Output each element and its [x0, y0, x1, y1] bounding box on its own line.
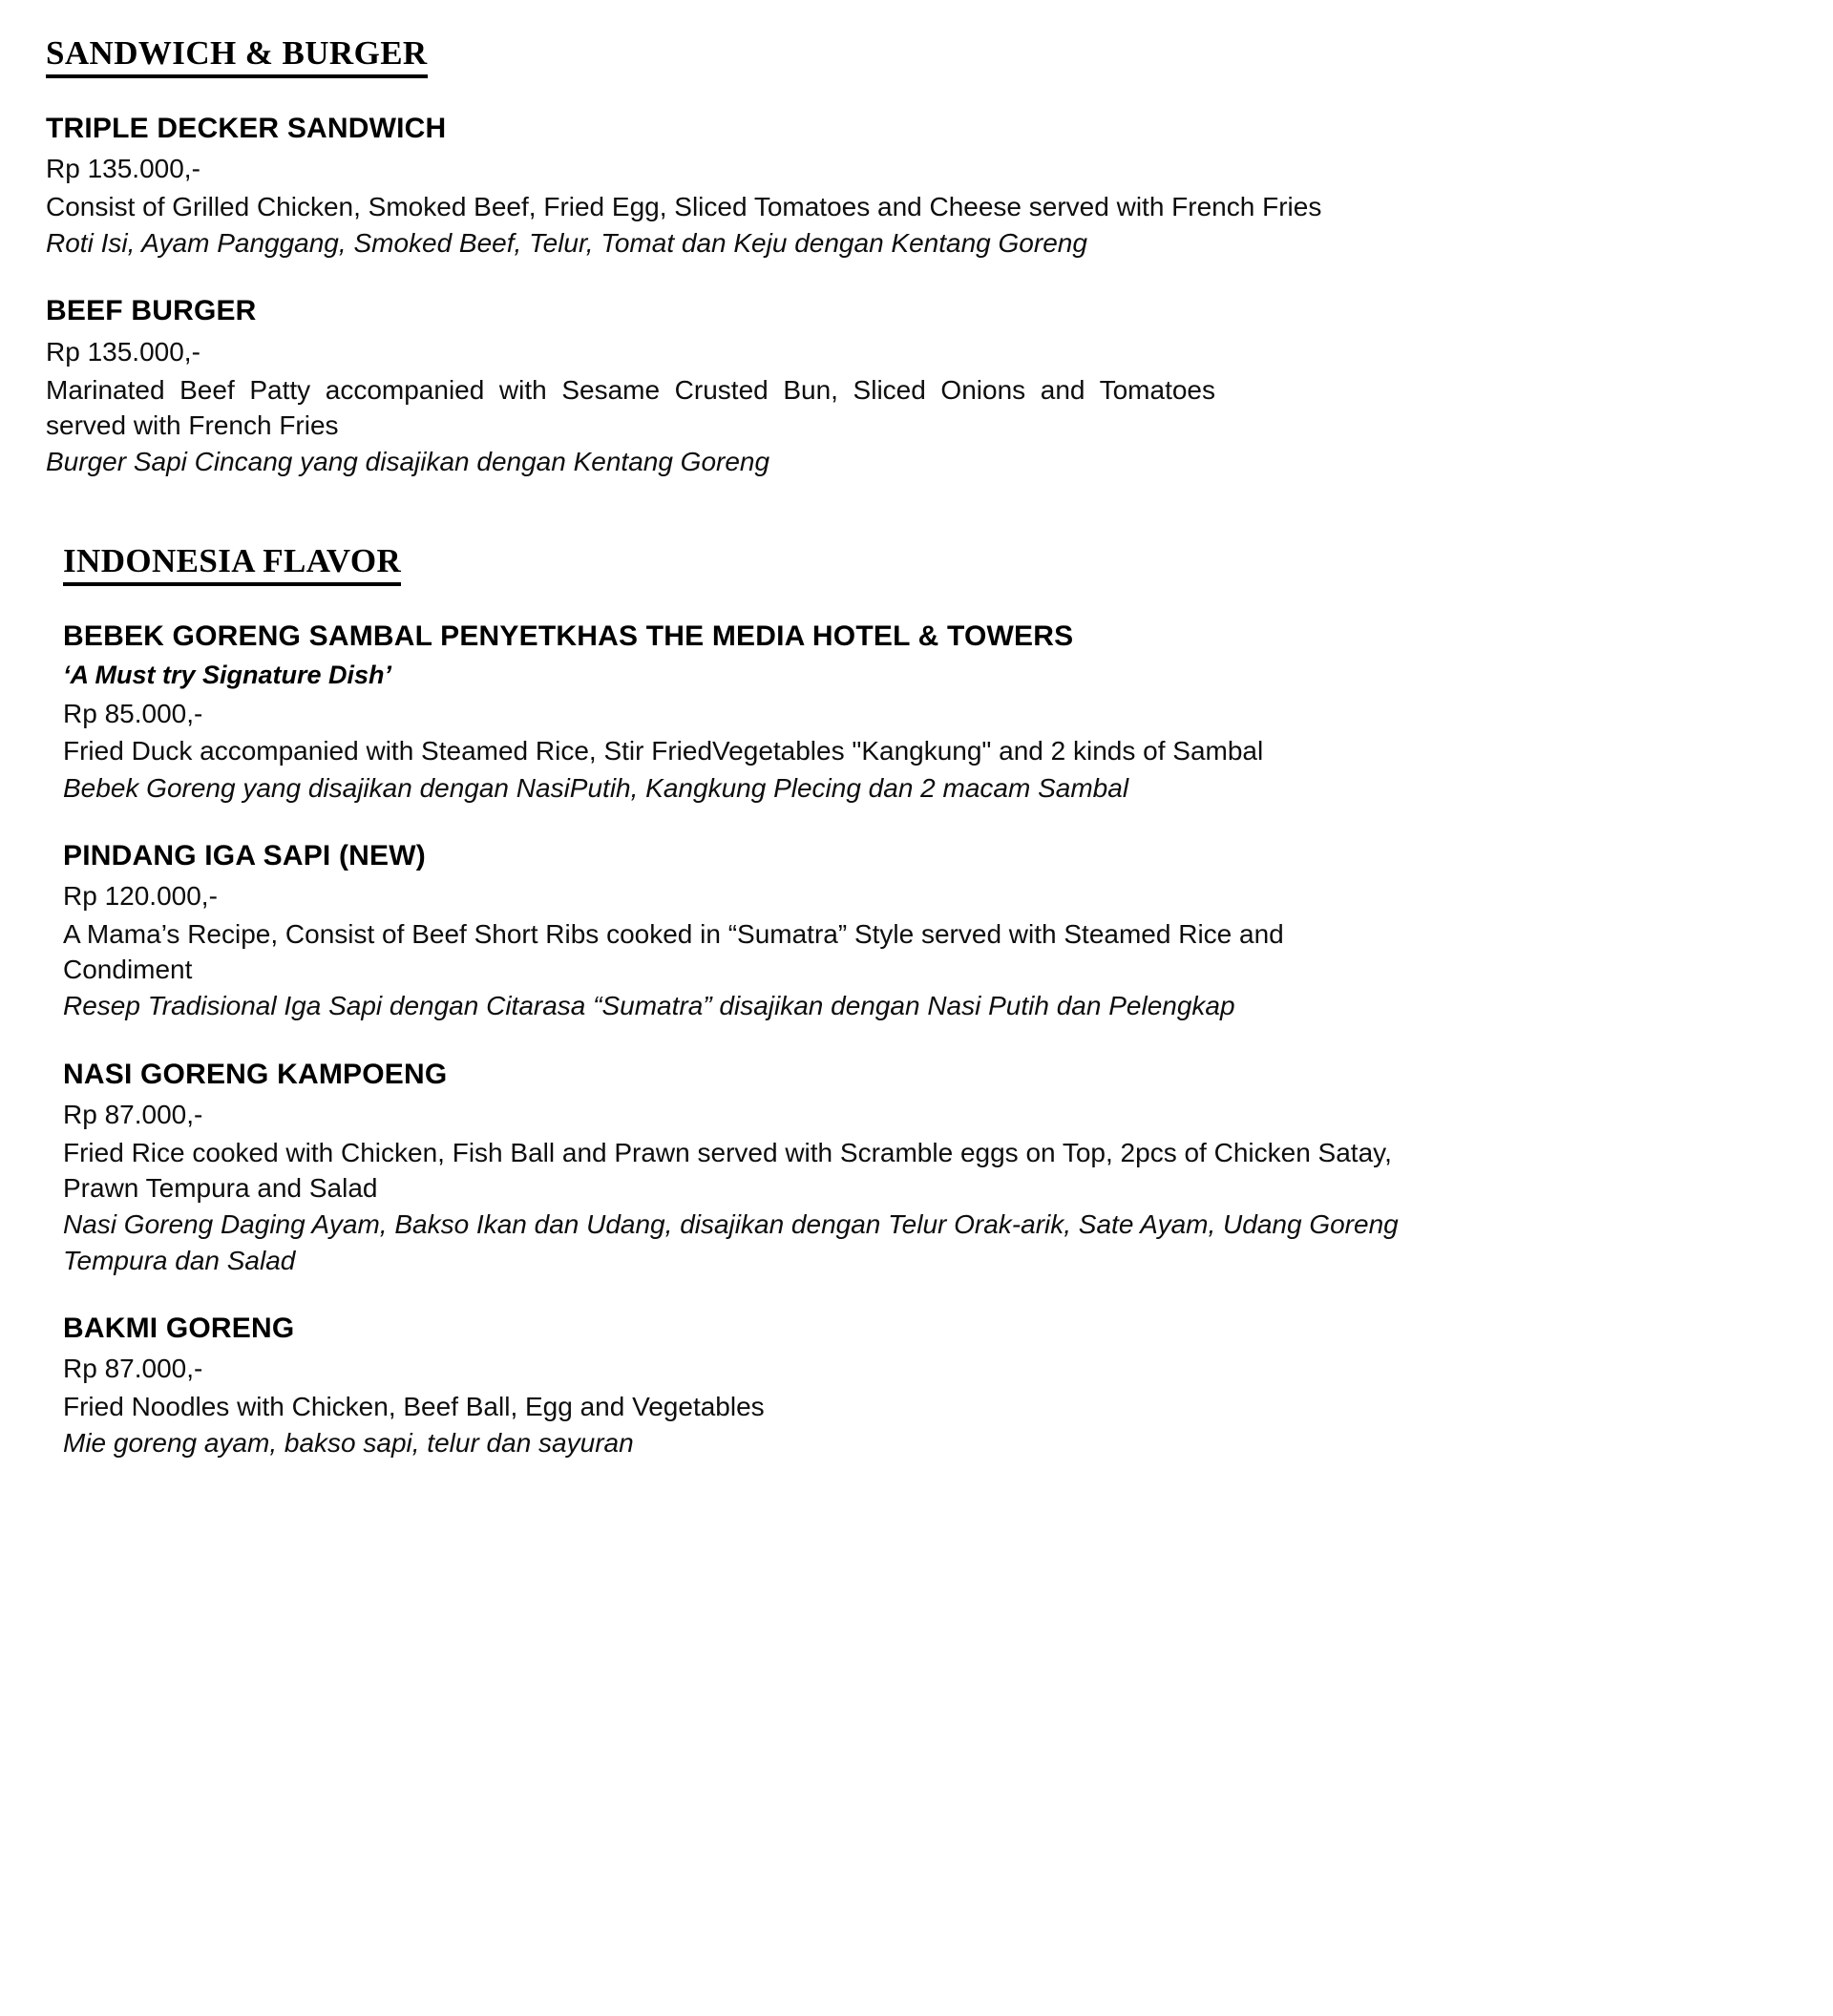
menu-item	[46, 293, 1401, 479]
menu-item-name: BEEF BURGER	[46, 295, 257, 327]
menu-item-description-indonesian: Nasi Goreng Daging Ayam, Bakso Ikan dan Udang, disajikan dengan Telur Orak-arik, Sate Ayam, Udang Goreng Tempura dan Salad	[63, 1209, 1399, 1275]
menu-item	[63, 838, 1401, 1024]
menu-item	[63, 1311, 1401, 1461]
menu-item-description-english: Fried Duck accompanied with Steamed Rice, Stir FriedVegetables "Kangkung" and 2 kinds of Sambal	[63, 736, 1264, 766]
section-header-wrap	[63, 544, 1401, 586]
section-header-wrap	[46, 36, 1401, 78]
menu-item-name: NASI GORENG KAMPOENG	[63, 1058, 448, 1090]
menu-item-description-english: Fried Noodles with Chicken, Beef Ball, Egg and Vegetables	[63, 1392, 765, 1421]
menu-item-name: PINDANG IGA SAPI (NEW)	[63, 839, 426, 872]
menu-content	[46, 36, 1401, 1460]
menu-item-description-indonesian: Burger Sapi Cincang yang disajikan dengan Kentang Goreng	[46, 447, 770, 477]
section-header-sandwich-burger: SANDWICH & BURGER	[46, 36, 428, 78]
menu-item-description-english: Marinated Beef Patty accompanied with Sesame Crusted Bun, Sliced Onions and Tomatoes served with French Fries	[46, 374, 1215, 440]
menu-item-description-english: A Mama’s Recipe, Consist of Beef Short Ribs cooked in “Sumatra” Style served with Steamed Rice and Condiment	[63, 918, 1284, 985]
menu-section-indonesia-flavor	[46, 544, 1401, 1460]
menu-item-name: TRIPLE DECKER SANDWICH	[46, 112, 447, 144]
menu-item-price: Rp 87.000,-	[63, 1100, 203, 1130]
menu-item-price: Rp 135.000,-	[46, 154, 200, 184]
menu-section-sandwich-burger	[46, 36, 1401, 479]
menu-item	[46, 111, 1401, 262]
menu-item-price: Rp 120.000,-	[63, 881, 218, 912]
section-header-indonesia-flavor: INDONESIA FLAVOR	[63, 544, 401, 586]
menu-item-price: Rp 135.000,-	[46, 336, 200, 367]
menu-item-description-english: Fried Rice cooked with Chicken, Fish Ball and Prawn served with Scramble eggs on Top, 2pcs of Chicken Satay, Prawn Tempura and Salad	[63, 1137, 1392, 1204]
menu-item-description-indonesian: Bebek Goreng yang disajikan dengan NasiPutih, Kangkung Plecing dan 2 macam Sambal	[63, 772, 1129, 803]
menu-item-description-indonesian: Roti Isi, Ayam Panggang, Smoked Beef, Telur, Tomat dan Keju dengan Kentang Goreng	[46, 228, 1087, 259]
menu-item-name: BAKMI GORENG	[63, 1312, 295, 1344]
menu-item-price: Rp 87.000,-	[63, 1354, 203, 1384]
menu-item-price: Rp 85.000,-	[63, 698, 203, 728]
menu-item-description-english: Consist of Grilled Chicken, Smoked Beef, Fried Egg, Sliced Tomatoes and Cheese served with French Fries	[46, 191, 1322, 221]
menu-item-tagline: ‘A Must try Signature Dish’	[63, 661, 392, 690]
menu-item	[63, 619, 1401, 806]
menu-item-description-indonesian: Resep Tradisional Iga Sapi dengan Citarasa “Sumatra” disajikan dengan Nasi Putih dan Pelengkap	[63, 991, 1235, 1021]
menu-item-name: BEBEK GORENG SAMBAL PENYETKHAS THE MEDIA HOTEL & TOWERS	[63, 620, 1074, 653]
menu-item-description-indonesian: Mie goreng ayam, bakso sapi, telur dan sayuran	[63, 1428, 634, 1459]
menu-item	[63, 1057, 1401, 1278]
